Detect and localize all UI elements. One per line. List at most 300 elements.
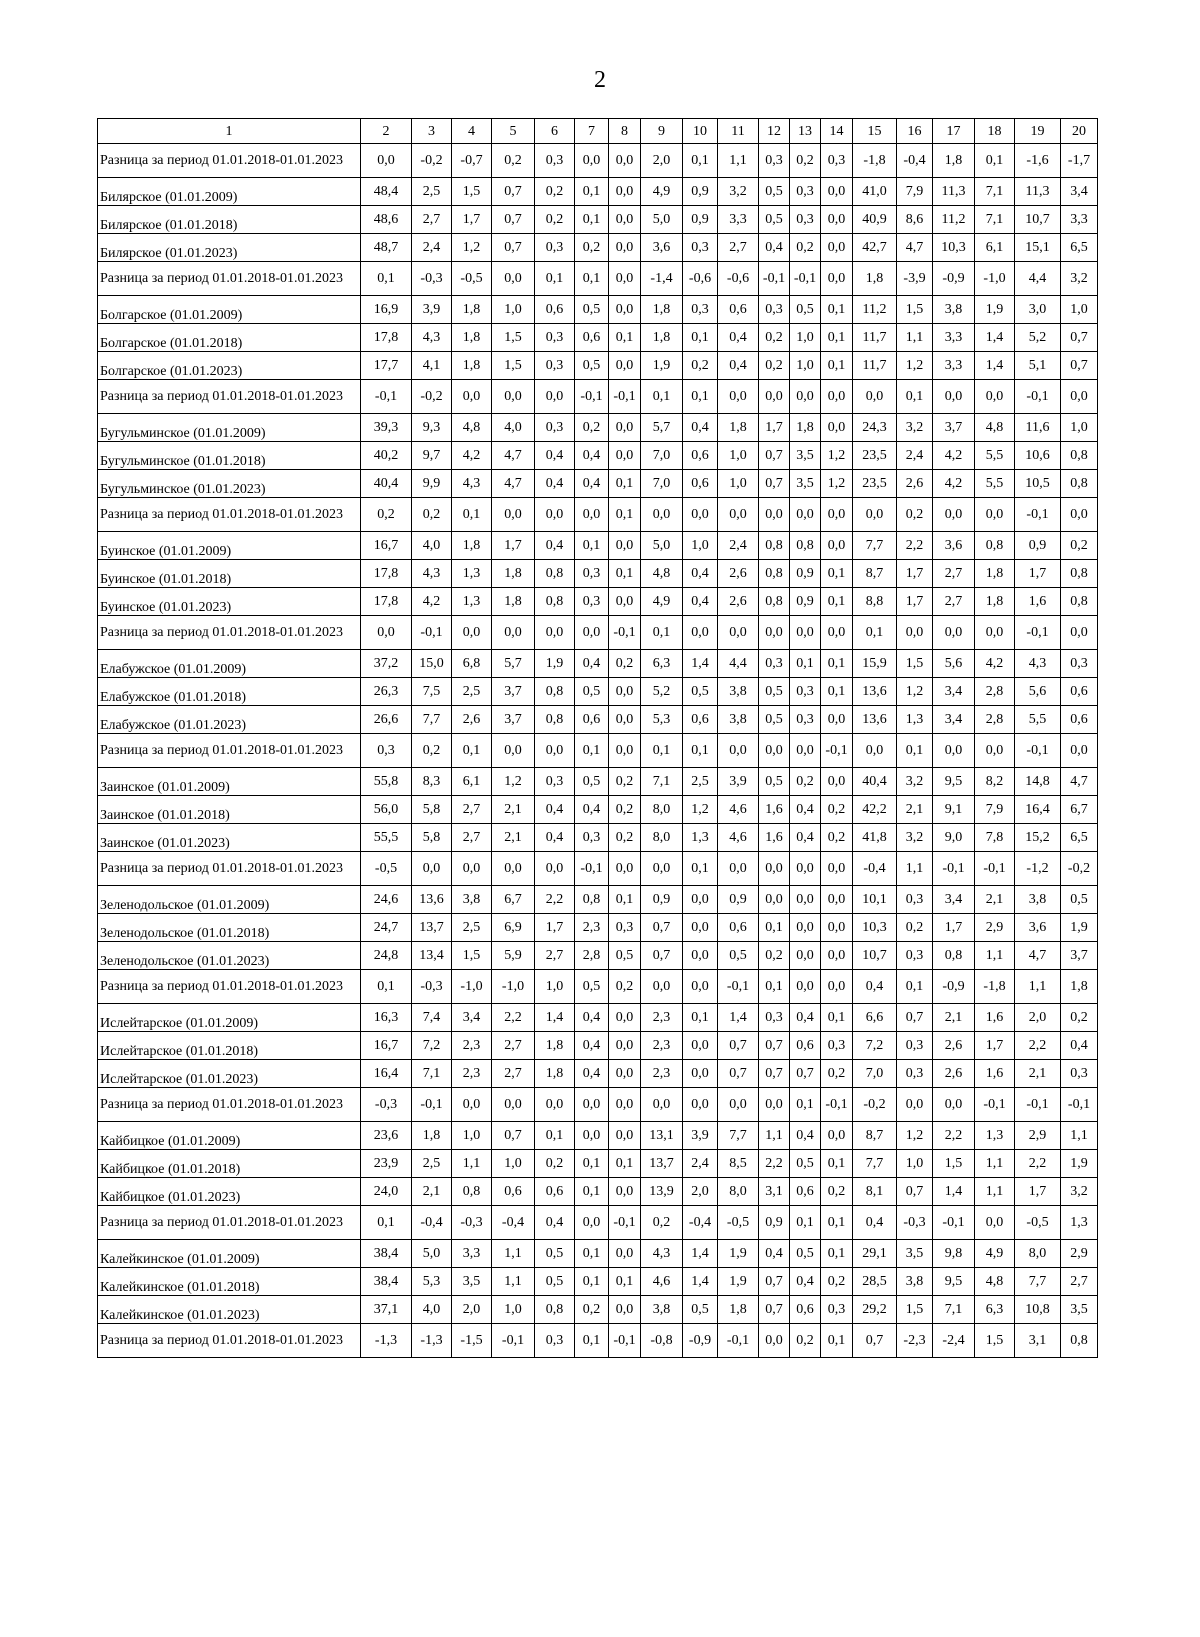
value-cell: 0,6 bbox=[535, 296, 575, 324]
value-cell: 0,0 bbox=[609, 206, 641, 234]
value-cell: 0,0 bbox=[609, 1004, 641, 1032]
value-cell: 0,0 bbox=[609, 852, 641, 886]
value-cell: 0,0 bbox=[683, 970, 718, 1004]
table-header-row bbox=[98, 119, 1098, 144]
header-cell: 20 bbox=[1061, 119, 1098, 144]
row-label: Ислейтарское (01.01.2009) bbox=[98, 1004, 361, 1032]
value-cell: 0,0 bbox=[790, 852, 821, 886]
table-row bbox=[98, 1206, 1098, 1240]
value-cell: 0,4 bbox=[535, 442, 575, 470]
value-cell: 0,0 bbox=[1061, 498, 1098, 532]
value-cell: -0,1 bbox=[1061, 1088, 1098, 1122]
value-cell: 2,0 bbox=[683, 1178, 718, 1206]
value-cell: 5,0 bbox=[641, 206, 683, 234]
value-cell: 28,5 bbox=[853, 1268, 897, 1296]
value-cell: 0,5 bbox=[575, 678, 609, 706]
header-cell: 6 bbox=[535, 119, 575, 144]
value-cell: 55,5 bbox=[361, 824, 412, 852]
value-cell: 0,0 bbox=[718, 616, 759, 650]
value-cell: 0,1 bbox=[853, 616, 897, 650]
value-cell: 4,0 bbox=[492, 414, 535, 442]
value-cell: 0,5 bbox=[575, 296, 609, 324]
value-cell: 0,4 bbox=[575, 1004, 609, 1032]
value-cell: 1,7 bbox=[1015, 1178, 1061, 1206]
value-cell: 1,1 bbox=[492, 1240, 535, 1268]
value-cell: 2,1 bbox=[492, 796, 535, 824]
value-cell: -0,3 bbox=[452, 1206, 492, 1240]
value-cell: 7,7 bbox=[718, 1122, 759, 1150]
value-cell: 0,0 bbox=[535, 852, 575, 886]
value-cell: 0,0 bbox=[821, 380, 853, 414]
value-cell: 0,0 bbox=[609, 352, 641, 380]
value-cell: 4,3 bbox=[412, 324, 452, 352]
value-cell: 0,1 bbox=[790, 1206, 821, 1240]
value-cell: 0,4 bbox=[535, 824, 575, 852]
row-label: Бугульминское (01.01.2018) bbox=[98, 442, 361, 470]
value-cell: 1,7 bbox=[452, 206, 492, 234]
value-cell: 3,9 bbox=[683, 1122, 718, 1150]
value-cell: 0,6 bbox=[1061, 706, 1098, 734]
value-cell: 6,8 bbox=[452, 650, 492, 678]
value-cell: 0,5 bbox=[1061, 886, 1098, 914]
value-cell: 17,8 bbox=[361, 324, 412, 352]
value-cell: 0,0 bbox=[759, 852, 790, 886]
value-cell: -0,3 bbox=[412, 970, 452, 1004]
row-label: Разница за период 01.01.2018-01.01.2023 bbox=[98, 262, 361, 296]
value-cell: 0,0 bbox=[821, 852, 853, 886]
value-cell: 5,7 bbox=[641, 414, 683, 442]
value-cell: -0,6 bbox=[683, 262, 718, 296]
value-cell: 0,0 bbox=[821, 616, 853, 650]
table-row bbox=[98, 852, 1098, 886]
row-label: Елабужское (01.01.2009) bbox=[98, 650, 361, 678]
value-cell: 1,4 bbox=[933, 1178, 975, 1206]
value-cell: 0,4 bbox=[790, 1268, 821, 1296]
value-cell: 1,0 bbox=[683, 532, 718, 560]
value-cell: 0,2 bbox=[412, 498, 452, 532]
value-cell: -0,5 bbox=[452, 262, 492, 296]
value-cell: 0,0 bbox=[1061, 734, 1098, 768]
value-cell: 0,3 bbox=[535, 144, 575, 178]
value-cell: 0,0 bbox=[821, 206, 853, 234]
value-cell: 7,7 bbox=[1015, 1268, 1061, 1296]
value-cell: 4,2 bbox=[933, 470, 975, 498]
value-cell: 5,3 bbox=[412, 1268, 452, 1296]
value-cell: 0,1 bbox=[759, 970, 790, 1004]
value-cell: 0,2 bbox=[759, 352, 790, 380]
header-cell: 3 bbox=[412, 119, 452, 144]
value-cell: 0,0 bbox=[821, 498, 853, 532]
value-cell: -0,4 bbox=[683, 1206, 718, 1240]
value-cell: 0,2 bbox=[790, 1324, 821, 1358]
value-cell: 8,0 bbox=[1015, 1240, 1061, 1268]
value-cell: 16,4 bbox=[1015, 796, 1061, 824]
row-label: Болгарское (01.01.2009) bbox=[98, 296, 361, 324]
value-cell: 1,7 bbox=[492, 532, 535, 560]
value-cell: 6,3 bbox=[975, 1296, 1015, 1324]
value-cell: 0,0 bbox=[853, 498, 897, 532]
value-cell: 0,0 bbox=[933, 734, 975, 768]
value-cell: 11,3 bbox=[933, 178, 975, 206]
value-cell: 9,3 bbox=[412, 414, 452, 442]
value-cell: 0,1 bbox=[790, 1088, 821, 1122]
value-cell: 0,0 bbox=[821, 1122, 853, 1150]
value-cell: 1,5 bbox=[933, 1150, 975, 1178]
value-cell: 1,8 bbox=[718, 1296, 759, 1324]
value-cell: 0,1 bbox=[897, 970, 933, 1004]
value-cell: 0,0 bbox=[821, 942, 853, 970]
value-cell: 0,1 bbox=[821, 588, 853, 616]
value-cell: 15,9 bbox=[853, 650, 897, 678]
value-cell: 0,8 bbox=[535, 1296, 575, 1324]
value-cell: 1,4 bbox=[718, 1004, 759, 1032]
value-cell: 3,3 bbox=[933, 324, 975, 352]
value-cell: 0,7 bbox=[492, 1122, 535, 1150]
value-cell: 2,2 bbox=[1015, 1032, 1061, 1060]
value-cell: 0,5 bbox=[575, 352, 609, 380]
value-cell: 0,3 bbox=[361, 734, 412, 768]
value-cell: 4,4 bbox=[718, 650, 759, 678]
value-cell: 0,3 bbox=[759, 144, 790, 178]
value-cell: -1,5 bbox=[452, 1324, 492, 1358]
value-cell: -0,1 bbox=[975, 852, 1015, 886]
value-cell: 0,4 bbox=[535, 1206, 575, 1240]
value-cell: 0,5 bbox=[790, 296, 821, 324]
table-row bbox=[98, 970, 1098, 1004]
value-cell: 3,2 bbox=[1061, 1178, 1098, 1206]
value-cell: 0,0 bbox=[975, 498, 1015, 532]
value-cell: 10,3 bbox=[853, 914, 897, 942]
value-cell: 0,0 bbox=[759, 734, 790, 768]
value-cell: 0,9 bbox=[683, 206, 718, 234]
table-row bbox=[98, 616, 1098, 650]
value-cell: 1,1 bbox=[975, 1150, 1015, 1178]
value-cell: 0,0 bbox=[575, 616, 609, 650]
value-cell: 0,0 bbox=[609, 178, 641, 206]
value-cell: 16,9 bbox=[361, 296, 412, 324]
value-cell: 0,0 bbox=[452, 616, 492, 650]
value-cell: 4,4 bbox=[1015, 262, 1061, 296]
value-cell: 0,6 bbox=[683, 442, 718, 470]
value-cell: 0,0 bbox=[683, 1060, 718, 1088]
value-cell: 4,0 bbox=[412, 532, 452, 560]
value-cell: 0,7 bbox=[641, 914, 683, 942]
value-cell: 8,0 bbox=[641, 796, 683, 824]
value-cell: 0,0 bbox=[759, 498, 790, 532]
value-cell: 1,9 bbox=[718, 1240, 759, 1268]
value-cell: 11,2 bbox=[933, 206, 975, 234]
value-cell: 5,6 bbox=[1015, 678, 1061, 706]
value-cell: 0,0 bbox=[641, 852, 683, 886]
value-cell: 11,6 bbox=[1015, 414, 1061, 442]
row-label: Зеленодольское (01.01.2009) bbox=[98, 886, 361, 914]
value-cell: 0,1 bbox=[821, 1206, 853, 1240]
value-cell: 6,9 bbox=[492, 914, 535, 942]
value-cell: 0,3 bbox=[575, 824, 609, 852]
value-cell: 2,6 bbox=[718, 588, 759, 616]
value-cell: -0,1 bbox=[1015, 380, 1061, 414]
value-cell: 0,0 bbox=[641, 1088, 683, 1122]
value-cell: 4,6 bbox=[641, 1268, 683, 1296]
value-cell: 7,5 bbox=[412, 678, 452, 706]
table-row bbox=[98, 414, 1098, 442]
value-cell: 0,2 bbox=[609, 970, 641, 1004]
value-cell: -0,1 bbox=[492, 1324, 535, 1358]
value-cell: 7,1 bbox=[412, 1060, 452, 1088]
value-cell: 1,2 bbox=[821, 470, 853, 498]
value-cell: 2,7 bbox=[933, 560, 975, 588]
value-cell: 10,6 bbox=[1015, 442, 1061, 470]
value-cell: 1,2 bbox=[452, 234, 492, 262]
value-cell: 2,2 bbox=[933, 1122, 975, 1150]
value-cell: 2,3 bbox=[641, 1060, 683, 1088]
value-cell: 0,1 bbox=[575, 206, 609, 234]
value-cell: 0,7 bbox=[759, 1268, 790, 1296]
value-cell: 0,3 bbox=[790, 678, 821, 706]
table-row bbox=[98, 234, 1098, 262]
value-cell: -0,1 bbox=[821, 734, 853, 768]
header-cell: 2 bbox=[361, 119, 412, 144]
value-cell: 0,0 bbox=[759, 1324, 790, 1358]
value-cell: 1,8 bbox=[535, 1032, 575, 1060]
value-cell: -3,9 bbox=[897, 262, 933, 296]
value-cell: 0,0 bbox=[975, 616, 1015, 650]
value-cell: 26,3 bbox=[361, 678, 412, 706]
value-cell: -0,4 bbox=[412, 1206, 452, 1240]
value-cell: 29,2 bbox=[853, 1296, 897, 1324]
value-cell: 0,8 bbox=[759, 532, 790, 560]
value-cell: 0,2 bbox=[609, 824, 641, 852]
table-row bbox=[98, 206, 1098, 234]
value-cell: 2,2 bbox=[897, 532, 933, 560]
value-cell: 4,3 bbox=[412, 560, 452, 588]
value-cell: 1,6 bbox=[759, 824, 790, 852]
value-cell: -1,6 bbox=[1015, 144, 1061, 178]
table-row bbox=[98, 1324, 1098, 1358]
value-cell: 5,7 bbox=[492, 650, 535, 678]
value-cell: 13,1 bbox=[641, 1122, 683, 1150]
table-row bbox=[98, 470, 1098, 498]
value-cell: 2,7 bbox=[452, 824, 492, 852]
value-cell: 0,0 bbox=[492, 262, 535, 296]
value-cell: 0,1 bbox=[641, 616, 683, 650]
value-cell: 39,3 bbox=[361, 414, 412, 442]
value-cell: 0,4 bbox=[853, 970, 897, 1004]
row-label: Калейкинское (01.01.2009) bbox=[98, 1240, 361, 1268]
value-cell: 7,9 bbox=[897, 178, 933, 206]
value-cell: 4,8 bbox=[641, 560, 683, 588]
value-cell: 56,0 bbox=[361, 796, 412, 824]
value-cell: 2,0 bbox=[641, 144, 683, 178]
row-label: Заинское (01.01.2023) bbox=[98, 824, 361, 852]
value-cell: 0,1 bbox=[609, 498, 641, 532]
row-label: Разница за период 01.01.2018-01.01.2023 bbox=[98, 852, 361, 886]
value-cell: 1,8 bbox=[1061, 970, 1098, 1004]
value-cell: 0,2 bbox=[790, 144, 821, 178]
value-cell: 0,0 bbox=[609, 1032, 641, 1060]
value-cell: 1,8 bbox=[452, 352, 492, 380]
value-cell: -0,9 bbox=[683, 1324, 718, 1358]
value-cell: 0,0 bbox=[492, 852, 535, 886]
value-cell: 0,1 bbox=[821, 1324, 853, 1358]
value-cell: 6,6 bbox=[853, 1004, 897, 1032]
value-cell: 3,9 bbox=[412, 296, 452, 324]
value-cell: 2,9 bbox=[975, 914, 1015, 942]
value-cell: 0,2 bbox=[897, 498, 933, 532]
header-cell: 14 bbox=[821, 119, 853, 144]
value-cell: 0,0 bbox=[609, 532, 641, 560]
value-cell: 0,8 bbox=[975, 532, 1015, 560]
value-cell: 3,4 bbox=[933, 886, 975, 914]
value-cell: 0,1 bbox=[683, 1004, 718, 1032]
value-cell: 0,2 bbox=[1061, 1004, 1098, 1032]
value-cell: 1,2 bbox=[897, 352, 933, 380]
value-cell: 8,1 bbox=[853, 1178, 897, 1206]
value-cell: 0,0 bbox=[821, 970, 853, 1004]
value-cell: 0,8 bbox=[575, 886, 609, 914]
value-cell: 1,7 bbox=[897, 560, 933, 588]
value-cell: 0,6 bbox=[790, 1296, 821, 1324]
value-cell: 0,0 bbox=[1061, 380, 1098, 414]
value-cell: 0,4 bbox=[1061, 1032, 1098, 1060]
value-cell: 2,1 bbox=[412, 1178, 452, 1206]
value-cell: 1,6 bbox=[759, 796, 790, 824]
row-label: Зеленодольское (01.01.2023) bbox=[98, 942, 361, 970]
value-cell: 41,0 bbox=[853, 178, 897, 206]
value-cell: 55,8 bbox=[361, 768, 412, 796]
value-cell: 10,7 bbox=[853, 942, 897, 970]
value-cell: 0,0 bbox=[790, 886, 821, 914]
value-cell: 0,0 bbox=[790, 498, 821, 532]
value-cell: 0,8 bbox=[535, 588, 575, 616]
value-cell: 0,0 bbox=[683, 1088, 718, 1122]
value-cell: -0,1 bbox=[609, 616, 641, 650]
value-cell: 0,0 bbox=[609, 706, 641, 734]
table-row bbox=[98, 1088, 1098, 1122]
value-cell: 1,1 bbox=[1015, 970, 1061, 1004]
value-cell: 1,4 bbox=[683, 1268, 718, 1296]
value-cell: 0,0 bbox=[609, 296, 641, 324]
value-cell: 14,8 bbox=[1015, 768, 1061, 796]
table-row bbox=[98, 324, 1098, 352]
row-label: Бугульминское (01.01.2009) bbox=[98, 414, 361, 442]
value-cell: 5,8 bbox=[412, 796, 452, 824]
value-cell: 0,3 bbox=[535, 1324, 575, 1358]
value-cell: 0,1 bbox=[897, 380, 933, 414]
value-cell: 5,2 bbox=[1015, 324, 1061, 352]
value-cell: -0,1 bbox=[933, 852, 975, 886]
value-cell: 0,0 bbox=[933, 498, 975, 532]
value-cell: -0,5 bbox=[718, 1206, 759, 1240]
value-cell: 0,0 bbox=[575, 498, 609, 532]
value-cell: -0,5 bbox=[361, 852, 412, 886]
value-cell: 0,9 bbox=[790, 560, 821, 588]
value-cell: 2,2 bbox=[492, 1004, 535, 1032]
value-cell: 0,1 bbox=[821, 678, 853, 706]
value-cell: 0,6 bbox=[683, 470, 718, 498]
value-cell: 0,3 bbox=[535, 768, 575, 796]
value-cell: 1,2 bbox=[683, 796, 718, 824]
value-cell: 0,2 bbox=[575, 414, 609, 442]
value-cell: 0,0 bbox=[933, 1088, 975, 1122]
value-cell: 0,4 bbox=[535, 532, 575, 560]
value-cell: 0,3 bbox=[790, 178, 821, 206]
value-cell: 1,8 bbox=[718, 414, 759, 442]
value-cell: 4,7 bbox=[492, 442, 535, 470]
value-cell: 1,8 bbox=[452, 532, 492, 560]
value-cell: 0,6 bbox=[1061, 678, 1098, 706]
value-cell: -0,4 bbox=[492, 1206, 535, 1240]
value-cell: 1,2 bbox=[897, 678, 933, 706]
header-cell: 1 bbox=[98, 119, 361, 144]
value-cell: 4,8 bbox=[975, 1268, 1015, 1296]
value-cell: 2,7 bbox=[412, 206, 452, 234]
value-cell: 2,2 bbox=[759, 1150, 790, 1178]
row-label: Разница за период 01.01.2018-01.01.2023 bbox=[98, 734, 361, 768]
value-cell: 17,7 bbox=[361, 352, 412, 380]
value-cell: 23,5 bbox=[853, 470, 897, 498]
value-cell: -0,1 bbox=[575, 380, 609, 414]
value-cell: 0,0 bbox=[718, 734, 759, 768]
value-cell: 3,6 bbox=[641, 234, 683, 262]
table-row bbox=[98, 796, 1098, 824]
value-cell: 3,3 bbox=[933, 352, 975, 380]
value-cell: 0,0 bbox=[718, 852, 759, 886]
value-cell: 8,7 bbox=[853, 560, 897, 588]
value-cell: 0,8 bbox=[1061, 560, 1098, 588]
value-cell: 2,9 bbox=[1015, 1122, 1061, 1150]
value-cell: 0,3 bbox=[609, 914, 641, 942]
value-cell: 7,0 bbox=[853, 1060, 897, 1088]
table-row bbox=[98, 560, 1098, 588]
value-cell: 1,9 bbox=[975, 296, 1015, 324]
value-cell: 0,4 bbox=[683, 414, 718, 442]
value-cell: 0,0 bbox=[790, 970, 821, 1004]
table-row bbox=[98, 262, 1098, 296]
value-cell: 3,5 bbox=[1061, 1296, 1098, 1324]
value-cell: 3,2 bbox=[1061, 262, 1098, 296]
value-cell: 0,8 bbox=[933, 942, 975, 970]
value-cell: -1,8 bbox=[853, 144, 897, 178]
value-cell: 0,1 bbox=[609, 324, 641, 352]
value-cell: 1,0 bbox=[790, 324, 821, 352]
value-cell: 2,6 bbox=[933, 1060, 975, 1088]
value-cell: 2,3 bbox=[641, 1032, 683, 1060]
value-cell: 0,3 bbox=[821, 1032, 853, 1060]
value-cell: 3,8 bbox=[933, 296, 975, 324]
table-row bbox=[98, 1178, 1098, 1206]
value-cell: 0,4 bbox=[683, 560, 718, 588]
value-cell: 1,0 bbox=[535, 970, 575, 1004]
value-cell: 0,7 bbox=[1061, 352, 1098, 380]
value-cell: 0,0 bbox=[452, 1088, 492, 1122]
value-cell: 6,1 bbox=[452, 768, 492, 796]
value-cell: 16,7 bbox=[361, 1032, 412, 1060]
value-cell: -0,1 bbox=[975, 1088, 1015, 1122]
value-cell: 0,1 bbox=[361, 262, 412, 296]
value-cell: 1,5 bbox=[975, 1324, 1015, 1358]
page-number: 2 bbox=[594, 67, 606, 93]
value-cell: 0,0 bbox=[683, 1032, 718, 1060]
row-label: Кайбицкое (01.01.2018) bbox=[98, 1150, 361, 1178]
value-cell: 1,3 bbox=[452, 560, 492, 588]
value-cell: 0,5 bbox=[535, 1240, 575, 1268]
value-cell: 0,0 bbox=[933, 616, 975, 650]
value-cell: 3,8 bbox=[718, 678, 759, 706]
value-cell: 1,3 bbox=[683, 824, 718, 852]
value-cell: 1,1 bbox=[759, 1122, 790, 1150]
value-cell: 0,2 bbox=[492, 144, 535, 178]
